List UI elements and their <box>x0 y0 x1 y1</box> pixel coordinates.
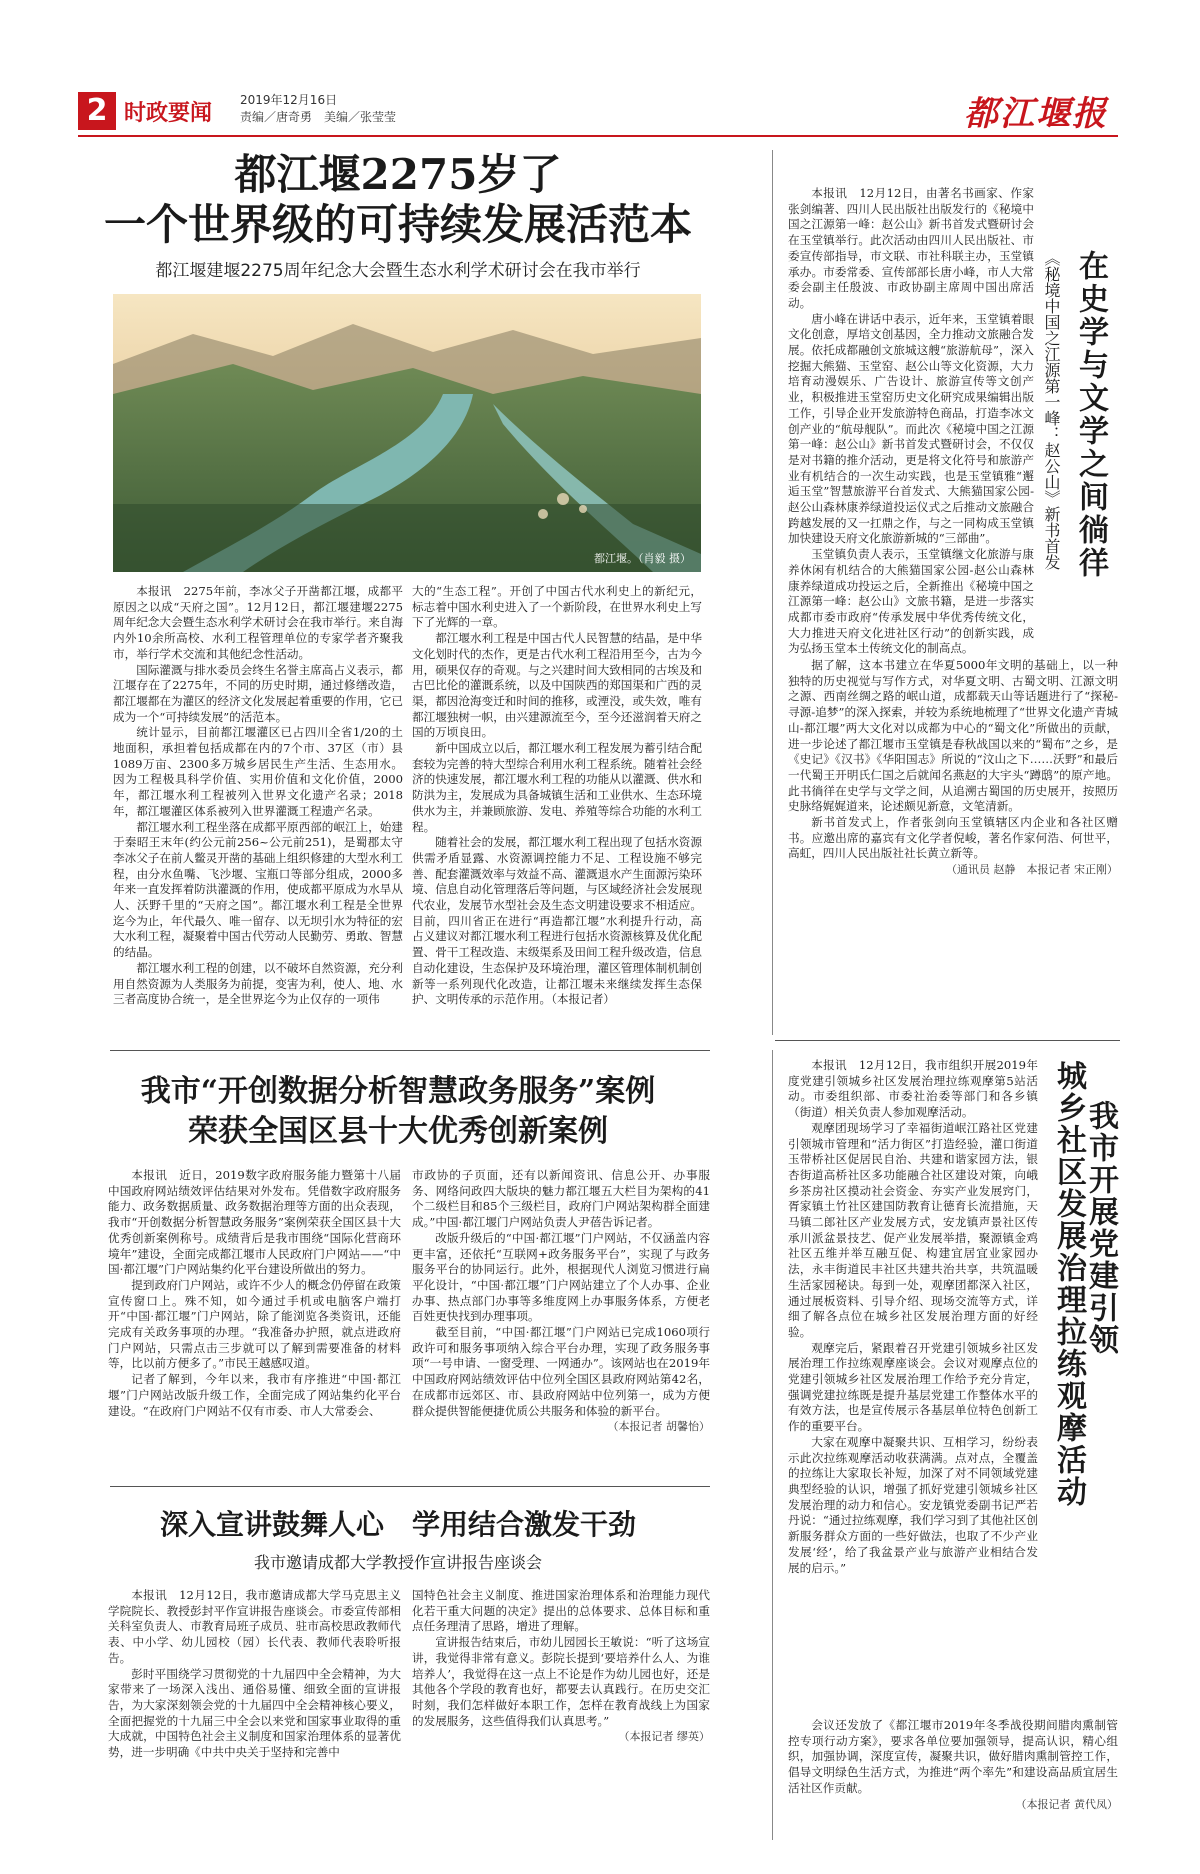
article5-paragraph: 国特色社会主义制度、推进国家治理体系和治理能力现代化若干重大问题的决定》提出的总体要求、总体目标和重点任务理清了思路，增进了理解。 <box>412 1588 710 1634</box>
article5-paragraph: 彭时平围绕学习贯彻党的十九届四中全会精神，为大家带来了一场深入浅出、通俗易懂、细致全面的宣讲报告，为大家深刻领会党的十九届四中全会精神核心要义，全面把握党的十九届三中全会以来党和国家事业取得的重大成就，中国特色社会主义制度和国家治理体系的显著优势，进一步明确《中共中央关于坚持和完善中 <box>108 1666 401 1760</box>
article3-paragraph: 市政协的子页面，还有以新闻资讯、信息公开、办事服务、网络问政四大版块的魅力都江堰五大栏目为架构的41个二级栏目和85个三级栏目，政府门户网站架构群全面建成。”中国·都江堰门户网站负责人尹蓓告诉记者。 <box>412 1168 710 1230</box>
divider <box>110 1050 710 1051</box>
article1-paragraph: 随着社会的发展，都江堰水利工程出现了包括水资源供需矛盾显露、水资源调控能力不足、工程设施不够完善、配套灌溉效率与效益不高、灌溉退水产生面源污染环境、信息自动化管理落后等问题，与区域经济社会发展现代农业，发展节水型社会及生态文明建设要求不相适应。目前，四川省正在进行“再造都江堰”水利提升行动，高占义建议对都江堰水利工程进行包括水资源核算及优化配置、骨干工程改造、末级渠系及田间工程升级改造，信息自动化建设，生态保护及环境治理，灌区管理体制机制创新等一系列现代化改造，让都江堰未来继续发挥生态保护、文明传承的示范作用。（本报记者） <box>412 835 702 1007</box>
article4-title-line1: 我市开展党建引领 <box>1083 1100 1118 1356</box>
article3-headline <box>88 1072 708 1152</box>
article5-column-1 <box>108 1588 401 1761</box>
article1-paragraph: 都江堰水利工程的创建，以不破坏自然资源，充分利用自然资源为人类服务为前提，变害为利，使人、地、水三者高度协合统一，是全世界迄今为止仅存的一项伟 <box>113 960 403 1007</box>
article2-paragraph: 唐小峰在讲话中表示，近年来，玉堂镇着眼文化创意，厚培文创基因，全力推动文旅融合发展。依托成都融创文旅城这艘“旅游航母”，深入挖掘大熊猫、玉堂窑、赵公山等文化资源，大力培育动漫娱乐、广告设计、旅游宣传等文创产业，积极推进玉堂窑历史文化研究成果编辑出版工作，引导企业开发旅游特色商品，打造李冰文创产业的“航母舰队”。而此次《秘境中国之江源第一峰：赵公山》新书首发式暨研讨会，不仅仅是对书籍的推介活动，更是将文化符号和旅游产业有机结合的一次生动实践，也是玉堂镇雅“邂逅玉堂”智慧旅游平台首发式、大熊猫国家公园-赵公山森林康养绿道投运仪式之后推动文旅融合跨越发展的又一扛鼎之作，与之一同构成玉堂镇加快建设天府文化旅游新城的“三部曲”。 <box>788 311 1034 546</box>
article2-paragraph: 本报讯 12月12日，由著名书画家、作家张剑编著、四川人民出版社出版发行的《秘境中国之江源第一峰：赵公山》新书首发式暨研讨会在玉堂镇举行。此次活动由四川人民出版社、市委宣传部指导，市文联、市社科联主办，玉堂镇承办。市委常委、宣传部部长唐小峰，市人大常委会副主任殷波、市政协副主席周中国出席活动。 <box>788 186 1034 310</box>
dujiangyan-aerial-photo <box>113 294 701 572</box>
issue-editors: 责编／唐奇勇 美编／张莹莹 <box>240 110 397 124</box>
article4-body-wide <box>788 1718 1118 1812</box>
article2-body <box>788 186 1034 657</box>
article5-byline: （本报记者 缪英） <box>618 1730 710 1744</box>
article4-paragraph: 会议还发放了《都江堰市2019年冬季战役期间腊肉熏制管控专项行动方案》，要求各单位要加强领导，提高认识，精心组织，加强协调，深度宣传，凝聚共识，做好腊肉熏制管控工作，倡导文明绿色生活方式，为推进“两个率先”和建设高品质宜居生活社区作贡献。 <box>788 1718 1118 1795</box>
article5-column-2 <box>412 1588 710 1745</box>
article1-title-line2: 一个世界级的可持续发展活范本 <box>103 200 692 249</box>
divider <box>775 1040 1120 1041</box>
article3-paragraph: 提到政府门户网站，或许不少人的概念仍停留在政策宣传窗口上。殊不知，如今通过手机或电脑客户端打开“中国·都江堰”门户网站，除了能浏览各类资讯，还能完成有关政务事项的办理。“我准备办护照，就点进政府门户网站，只需点击三步就可以了解到需要准备的材料等，比以前方便多了。”市民王越感叹道。 <box>108 1277 401 1371</box>
article1-paragraph: 统计显示，目前都江堰灌区已占四川全省1/20的土地面积，承担着包括成都在内的7个市、37区（市）县1089万亩、2300多万城乡居民生产生活、生态用水。因为工程极具科学价值、实用价值和文化价值，2000年，都江堰水利工程被列入世界文化遗产名录；2018年，都江堰灌区体系被列入世界灌溉工程遗产名录。 <box>113 725 403 818</box>
article4-paragraph: 观摩团现场学习了幸福街道岷江路社区党建引领城市管理和“活力街区”打造经验，灌口街道玉带桥社区促居民自治、共建和谐家园方法，银杏街道高桥社区多功能融合社区建设对策，向峨乡茶房社区摸动社会资金、夯实产业发展窍门，胥家镇土竹社区建国防教育让德育长流措施，天马镇二郎社区产业发展方式，安龙镇声景社区传承川派盆景技艺、促产业发展举措，聚源镇金鸡社区五维并举互融互促、构建宜居宜业家园办法，永丰街道民丰社区共建共治共享，共筑温暖生活家园秘诀。每到一处，观摩团都深入社区，通过展板资料、引导介绍、现场交流等方式，详细了解各点位在城乡社区发展治理方面的好经验。 <box>788 1120 1038 1339</box>
article1-column-2 <box>412 584 702 1008</box>
article1-paragraph: 都江堰水利工程是中国古代人民智慧的结晶，是中华文化划时代的杰作，更是古代水利工程沿用至今，古为今用，硕果仅存的奇观。与之兴建时间大致相同的古埃及和古巴比伦的灌溉系统，以及中国陕西的郑国渠和广西的灵渠，都因沧海变迁和时间的推移，或湮没，或失效，唯有都江堰独树一帜，由兴建源流至今，至今还滋润着天府之国的万顷良田。 <box>412 631 702 740</box>
article3-column-2 <box>412 1168 710 1435</box>
article1-title-line1: 都江堰2275岁了 <box>234 150 562 199</box>
article5-paragraph: 宣讲报告结束后，市幼儿园园长王敏说：“听了这场宣讲，我觉得非常有意义。彭院长提到‘要培养什么人、为谁培养人’，我觉得在这一点上不论是作为幼儿园也好，还是其他各个学段的教育也好，都要去认真践行。在历史交汇时刻，我们怎样做好本职工作，怎样在教育战线上为国家的发展服务，这些值得我们认真思考。” <box>412 1635 710 1728</box>
article1-column-1 <box>113 584 403 1008</box>
article1-paragraph: 都江堰水利工程坐落在成都平原西部的岷江上，始建于秦昭王末年(约公元前256~公元前251)，是蜀郡太守李冰父子在前人鳖灵开凿的基础上组织修建的大型水利工程，由分水鱼嘴、飞沙堰、宝瓶口等部分组成，2000多年来一直发挥着防洪灌溉的作用，使成都平原成为水旱从人、沃野千里的“天府之国”。都江堰水利工程是全世界迄今为止，年代最久、唯一留存、以无坝引水为特征的宏大水利工程，凝聚着中国古代劳动人民勤劳、勇敢、智慧的结晶。 <box>113 819 403 960</box>
masthead-logo: 都江堰报 <box>964 94 1108 134</box>
issue-date: 2019年12月16日 <box>240 93 338 107</box>
article3-column-1 <box>108 1168 401 1419</box>
article2-title: 在史学与文学之间徜徉 <box>1073 250 1108 580</box>
article1-paragraph: 大的“生态工程”。开创了中国古代水利史上的新纪元，标志着中国水利史进入了一个新阶段，在世界水利史上写下了光辉的一章。 <box>412 584 702 630</box>
article5-subtitle: 我市邀请成都大学教授作宣讲报告座谈会 <box>253 1553 542 1572</box>
article1-headline <box>88 150 708 281</box>
divider <box>110 1486 710 1487</box>
article4-body <box>788 1058 1038 1576</box>
article3-paragraph: 改版升级后的“中国·都江堰”门户网站，不仅涵盖内容更丰富，还依托“互联网+政务服务平台”，实现了与政务服务平台的协同运行。此外，根据现代人浏览习惯进行扁平化设计，“中国·都江堰”门户网站建立了个人办事、企业办事、热点部门办事等多维度网上办事服务体系，方便老百姓更快找到办理事项。 <box>412 1230 710 1324</box>
article1-paragraph: 新中国成立以后，都江堰水利工程发展为蓄引结合配套较为完善的特大型综合利用水利工程系统。随着社会经济的快速发展，都江堰水利工程的功能从以灌溉、供水和防洪为主，发展成为具备城镇生活和工业供水、生态环境供水为主，并兼顾旅游、发电、养殖等综合功能的水利工程。 <box>412 741 702 834</box>
article4-paragraph: 本报讯 12月12日，我市组织开展2019年度党建引领城乡社区发展治理拉练观摩第5站活动。市委组织部、市委社治委等部门和各乡镇（街道）相关负责人参加观摩活动。 <box>788 1058 1038 1120</box>
article2-byline: （通讯员 赵静 本报记者 宋正刚） <box>946 863 1118 877</box>
page-number: 2 <box>78 92 116 130</box>
article4-paragraph: 大家在观摩中凝聚共识、互相学习，纷纷表示此次拉练观摩活动收获满满。点对点，全覆盖的拉练让大家取长补短，加深了对不同领域党建典型经验的认识，增强了抓好党建引领城乡社区发展治理的动力和信心。安龙镇党委副书记严若丹说：“通过拉练观摩，我们学习到了其他社区创新服务群众方面的一些好做法，也取了不少产业发展‘经’，给了我盆景产业与旅游产业相结合发展的启示。” <box>788 1434 1038 1575</box>
header-rule <box>78 135 1118 137</box>
article4-byline: （本报记者 黄代凤） <box>1015 1797 1118 1811</box>
article2-paragraph: 玉堂镇负责人表示，玉堂镇继文化旅游与康养休闲有机结合的大熊猫国家公园-赵公山森林康养绿道成功投运之后，全新推出《秘境中国之江源第一峰：赵公山》文旅书籍，是进一步落实成都市委市政府“传承发展中华优秀传统文化，大力推进天府文化进社区行动”的创新实践，成为弘扬玉堂本土传统文化的制高点。 <box>788 547 1034 656</box>
article5-headline <box>88 1506 708 1573</box>
article3-paragraph: 记者了解到，今年以来，我市有序推进“中国·都江堰”门户网站改版升级工作，全面完成了网站集约化平台建设。“在政府门户网站不仅有市委、市人大常委会、 <box>108 1372 401 1418</box>
article3-paragraph: 截至目前，“中国·都江堰”门户网站已完成1060项行政许可和服务事项纳入综合平台办理，实现了政务服务事项“一号申请、一窗受理、一网通办”。该网站也在2019年中国政府网站绩效评估中位列全国区县政府网站第42名，在成都市远郊区、市、县政府网站中位列第一，成为方便群众提供智能便捷优质公共服务和体验的新平台。 <box>412 1325 710 1418</box>
article3-title-line1: 我市“开创数据分析智慧政务服务”案例 <box>140 1074 656 1109</box>
photo-caption: 都江堰。（肖毅 摄） <box>594 552 691 565</box>
article3-paragraph: 本报讯 近日，2019数字政府服务能力暨第十八届中国政府网站绩效评估结果对外发布。凭借数字政府服务能力、政务数据质量、政务数据治理等方面的出众表现，我市“开创数据分析智慧政务服务”案例荣获全国区县十大优秀创新案例称号。成绩背后是我市围绕“国际化营商环境年”建设，全面完成都江堰市人民政府门户网站——“中国·都江堰”门户网站集约化平台建设所做出的努力。 <box>108 1168 401 1277</box>
section-title: 时政要闻 <box>124 101 213 126</box>
column-divider <box>772 150 773 1035</box>
article2-paragraph: 据了解，这本书建立在华夏5000年文明的基础上，以一种独特的历史视觉与写作方式，对华夏文明、古蜀文明、江源文明之源、西南丝绸之路的岷山道，成都载天山等话题进行了“探秘-寻源-追梦”的深入探索，并较为系统地梳理了“世界文化遗产青城山-都江堰”两大文化对以成都为中心的“蜀文化”所做出的贡献，进一步论述了都江堰市玉堂镇是春秋战国以来的“蜀布”之乡，是《史记》《汉书》《华阳国志》所说的“汶山之下……沃野”和最后一代蜀王开明氏仁国之后就闻名燕赵的大宇头“蹲鸱”的原产地。此书徜徉在史学与文学之间，从追溯古蜀国的历史展开，按照历史脉络娓娓道来，论述颇见新意，文笔清新。 <box>788 658 1118 814</box>
article5-title: 深入宣讲鼓舞人心 学用结合激发干劲 <box>159 1508 636 1541</box>
article2-subtitle: 《秘境中国之江源第一峰：赵公山》新书首发 <box>1042 250 1061 570</box>
article5-paragraph: 本报讯 12月12日，我市邀请成都大学马克思主义学院院长、教授彭封平作宣讲报告座谈会。市委宣传部相关科室负责人、市教育局班子成员、驻市高校思政教师代表、中小学、幼儿园校（园）长代表、教师代表聆听报告。 <box>108 1588 401 1665</box>
article1-paragraph: 国际灌溉与排水委员会终生名誉主席高占义表示，都江堰存在了2275年，不同的历史时期，通过修缮改造，都江堰都在为灌区的经济文化发展起着重要的作用，它已成为一个“可持续发展”的活范本。 <box>113 662 403 724</box>
article3-title-line2: 荣获全国区县十大优秀创新案例 <box>188 1114 608 1149</box>
article4-paragraph: 观摩完后，紧跟着召开党建引领城乡社区发展治理工作拉练观摩座谈会。会议对观摩点位的党建引领城乡社区发展治理工作给予充分肯定，强调党建拉练既是提升基层党建工作整体水平的有效方法，也是宣传展示各基层单位特色创新工作的重要平台。 <box>788 1340 1038 1434</box>
article4-title-line2: 城乡社区发展治理拉练观摩活动 <box>1051 1060 1086 1508</box>
article1-paragraph: 本报讯 2275年前，李冰父子开凿都江堰，成都平原因之以成“天府之国”。12月12日，都江堰建堰2275周年纪念大会暨生态水利学术研讨会在我市举行。来自海内外10余所高校、水利工程管理单位的专家学者齐聚我市，举行学术交流和其他纪念性活动。 <box>113 584 403 661</box>
article2-paragraph: 新书首发式上，作者张剑向玉堂镇辖区内企业和各社区赠书。应邀出席的嘉宾有文化学者倪峻，著名作家何浩、何世平，高虹，四川人民出版社社长黄立新等。 <box>788 815 1118 861</box>
article3-byline: （本报记者 胡馨怡） <box>607 1420 710 1434</box>
column-divider <box>772 1050 773 1840</box>
article1-subtitle: 都江堰建堰2275周年纪念大会暨生态水利学术研讨会在我市举行 <box>155 261 641 281</box>
article2-body-wide <box>788 658 1118 878</box>
issue-meta <box>240 92 396 126</box>
